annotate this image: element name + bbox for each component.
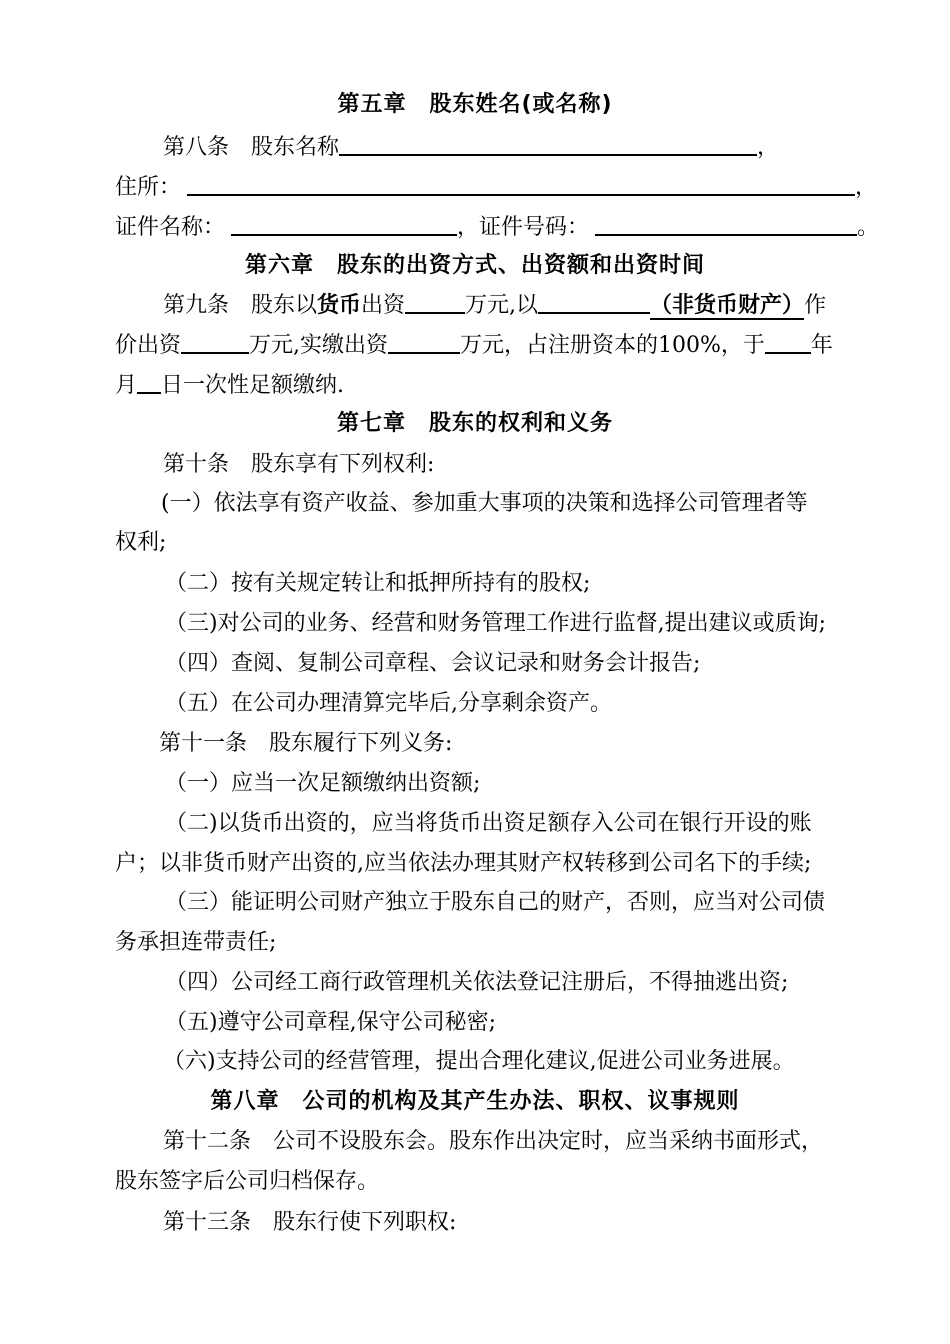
article-10-item-4: （四）查阅、复制公司章程、会议记录和财务会计报告; <box>165 651 701 676</box>
article-10-item-5: （五）在公司办理清算完毕后,分享剩余资产。 <box>165 691 612 716</box>
address-line <box>115 172 885 202</box>
id-line <box>115 212 885 242</box>
id-name-label: 证件名称： <box>115 215 226 240</box>
article-11-item-1: （一）应当一次足额缴纳出资额; <box>165 771 481 796</box>
article-12-line-2: 股东签字后公司归档保存。 <box>115 1169 380 1194</box>
chapter-7-title: 第七章 股东的权利和义务 <box>336 411 613 436</box>
year-blank[interactable] <box>765 330 811 354</box>
text: 月 <box>115 373 138 398</box>
valuation-amount-blank[interactable] <box>181 330 249 354</box>
currency-text: 货币 <box>317 293 362 318</box>
chapter-5-title: 第五章 股东姓名(或名称) <box>337 92 613 117</box>
nonmonetary-property-text: （非货币财产） <box>650 293 805 318</box>
text: 作 <box>804 293 827 318</box>
id-number-label: ，证件号码： <box>457 215 590 240</box>
text: 日一次性足额缴纳. <box>161 373 345 398</box>
text: 万元，占注册资本的100%，于 <box>460 333 765 358</box>
article-9-line-1 <box>115 290 933 320</box>
article-11-item-5: （五)遵守公司章程,保守公司秘密; <box>165 1010 496 1035</box>
article-11-item-2: （二)以货币出资的，应当将货币出资足额存入公司在银行开设的账 <box>165 811 812 836</box>
shareholder-name-blank[interactable] <box>339 132 757 156</box>
chapter-8-title: 第八章 公司的机构及其产生办法、职权、议事规则 <box>210 1089 740 1114</box>
article-12-line-1: 第十二条 公司不设股东会。股东作出决定时，应当采纳书面形式， <box>163 1129 824 1154</box>
article-10-item-1: (一）依法享有资产收益、参加重大事项的决策和选择公司管理者等 <box>161 491 808 516</box>
address-blank[interactable] <box>187 172 855 196</box>
article-10-item-3: （三)对公司的业务、经营和财务管理工作进行监督,提出建议或质询; <box>165 611 826 636</box>
chapter-6-title: 第六章 股东的出资方式、出资额和出资时间 <box>244 253 705 278</box>
text: 价出资 <box>115 333 182 358</box>
id-name-blank[interactable] <box>231 212 457 236</box>
article-11-item-6: （六)支持公司的经营管理，提出合理化建议,促进公司业务进展。 <box>163 1049 795 1074</box>
article-9-line-2 <box>115 330 885 360</box>
text: 万元,以 <box>465 293 539 318</box>
article-11-item-2-cont: 户；以非货币财产出资的,应当依法办理其财产权转移到公司名下的手续; <box>115 851 812 876</box>
article-8-shareholder-name <box>115 132 933 162</box>
punct: 。 <box>857 215 880 240</box>
paid-amount-blank[interactable] <box>388 330 460 354</box>
article-11-item-3-cont: 务承担连带责任; <box>115 930 277 955</box>
article-9-line-3 <box>115 370 885 400</box>
address-label: 住所： <box>115 175 182 200</box>
nonmonetary-blank[interactable] <box>538 290 650 314</box>
article-10-item-1-cont: 权利; <box>115 530 167 555</box>
text: 年 <box>810 333 833 358</box>
text: 第九条 股东以 <box>163 293 318 318</box>
article-10-heading: 第十条 股东享有下列权利: <box>163 452 435 477</box>
text: 出资 <box>361 293 406 318</box>
article-11-heading: 第十一条 股东履行下列义务: <box>159 731 453 756</box>
monetary-amount-blank[interactable] <box>405 290 465 314</box>
punct: ， <box>757 135 780 160</box>
month-blank[interactable] <box>137 370 161 394</box>
article-11-item-3: （三）能证明公司财产独立于股东自己的财产，否则，应当对公司债 <box>165 890 826 915</box>
punct: ， <box>855 175 878 200</box>
article-13-heading: 第十三条 股东行使下列职权: <box>163 1210 457 1235</box>
article-11-item-4: （四）公司经工商行政管理机关依法登记注册后，不得抽逃出资; <box>165 970 789 995</box>
article-10-item-2: （二）按有关规定转让和抵押所持有的股权; <box>165 571 591 596</box>
id-number-blank[interactable] <box>595 212 857 236</box>
article-8-label: 第八条 股东名称 <box>163 135 340 160</box>
text: 万元,实缴出资 <box>249 333 389 358</box>
